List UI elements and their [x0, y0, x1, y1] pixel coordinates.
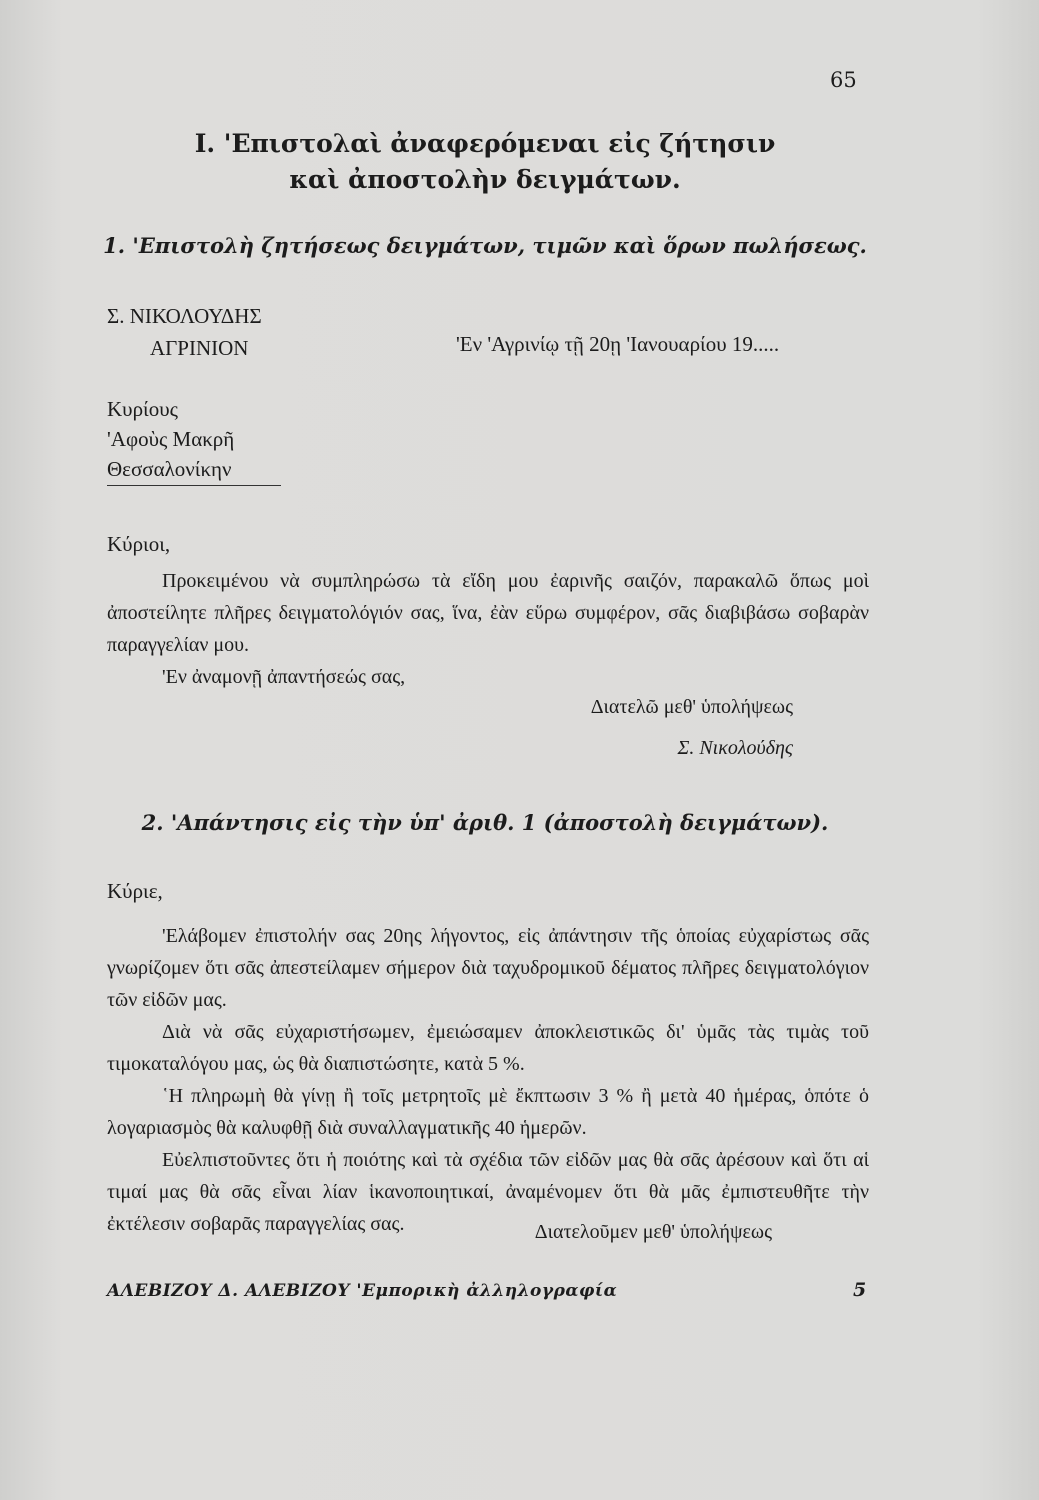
- footer-author-title: ΑΛΕΒΙΖΟΥ Δ. ΑΛΕΒΙΖΟΥ 'Εμπορικὴ ἀλληλογραφία: [107, 1281, 618, 1301]
- recipient-line-3: Θεσσαλονίκην: [107, 457, 232, 481]
- letter-1-closing: Διατελῶ μεθ' ὑπολήψεως: [590, 696, 793, 718]
- letter-2-paragraph: Εὐελπιστοῦντες ὅτι ἡ ποιότης καὶ τὰ σχέδια τῶν εἰδῶν μας θὰ σᾶς ἀρέσουν καὶ ὅτι αἱ τιμαί μας θὰ σᾶς εἶναι λίαν ἱκανοποιητικαί, ἀναμένομεν ὅτι θὰ μᾶς ἐμπιστευθῆτε τὴν ἐκτέλεσιν σοβαρᾶς παραγγελίας σας.: [107, 1149, 869, 1235]
- letter-2-paragraph: 'Ελάβομεν ἐπιστολήν σας 20ης λήγοντος, εἰς ἀπάντησιν τῆς ὁποίας εὐχαρίστως σᾶς γνωρίζομεν ὅτι σᾶς ἀπεστείλαμεν σήμερον διὰ ταχυδρομικοῦ δέματος πλῆρες δειγματολόγιον τῶν εἰδῶν μας.: [107, 925, 869, 1011]
- letter-1-paragraph: Προκειμένου νὰ συμπληρώσω τὰ εἴδη μου ἐαρινῆς σαιζόν, παρακαλῶ ὅπως μοὶ ἀποστείλητε πλῆρες δειγματολόγιόν σας, ἵνα, ἐὰν εὕρω συμφέρον, σᾶς διαβιβάσω σοβαρὰν παραγγελίαν μου.: [107, 570, 869, 656]
- letter-1-signature: Σ. Νικολούδης: [677, 737, 793, 759]
- letter-1-paragraph: 'Εν ἀναμονῇ ἀπαντήσεώς σας,: [162, 666, 406, 688]
- letter-date: 'Εν 'Αγρινίῳ τῇ 20ῃ 'Ιανουαρίου 19.....: [456, 332, 780, 356]
- footer-signature-number: 5: [853, 1279, 867, 1301]
- section-title: [0, 126, 970, 198]
- section-title-line-2: καὶ ἀποστολὴν δειγμάτων.: [289, 165, 681, 194]
- sender-name: Σ. ΝΙΚΟΛΟΥΔΗΣ: [107, 304, 262, 328]
- letter-2-body: [107, 920, 869, 1240]
- letter-2-paragraph: Διὰ νὰ σᾶς εὐχαριστήσωμεν, ἐμειώσαμεν ἀποκλειστικῶς δι' ὑμᾶς τὰς τιμὰς τοῦ τιμοκαταλόγου μας, ὡς θὰ διαπιστώσητε, κατὰ 5 %.: [107, 1021, 869, 1075]
- recipient-line-1: Κυρίους: [107, 397, 178, 421]
- letter-1-title: 1. 'Επιστολὴ ζητήσεως δειγμάτων, τιμῶν καὶ ὅρων πωλήσεως.: [103, 233, 867, 258]
- section-title-line-1: I. 'Επιστολαὶ ἀναφερόμεναι εἰς ζήτησιν: [194, 129, 776, 158]
- recipient-line-2: 'Αφοὺς Μακρῆ: [107, 427, 235, 451]
- letter-1-body: [107, 565, 869, 693]
- sender-city: ΑΓΡΙΝΙΟΝ: [150, 336, 249, 360]
- letter-1-salutation: Κύριοι,: [107, 532, 171, 556]
- letter-2-title: 2. 'Απάντησις εἰς τὴν ὑπ' ἀριθ. 1 (ἀποστολὴ δειγμάτων).: [141, 810, 829, 835]
- letter-2-salutation: Κύριε,: [107, 879, 163, 903]
- recipient-divider: [107, 485, 281, 486]
- letter-2-closing: Διατελοῦμεν μεθ' ὑπολήψεως: [534, 1221, 772, 1243]
- page-number: 65: [830, 68, 857, 92]
- letter-2-paragraph: ῾Η πληρωμὴ θὰ γίνῃ ἢ τοῖς μετρητοῖς μὲ ἔκπτωσιν 3 % ἢ μετὰ 40 ἡμέρας, ὁπότε ὁ λογαριασμὸς θὰ καλυφθῇ διὰ συναλλαγματικῆς 40 ἡμερῶν.: [107, 1085, 869, 1139]
